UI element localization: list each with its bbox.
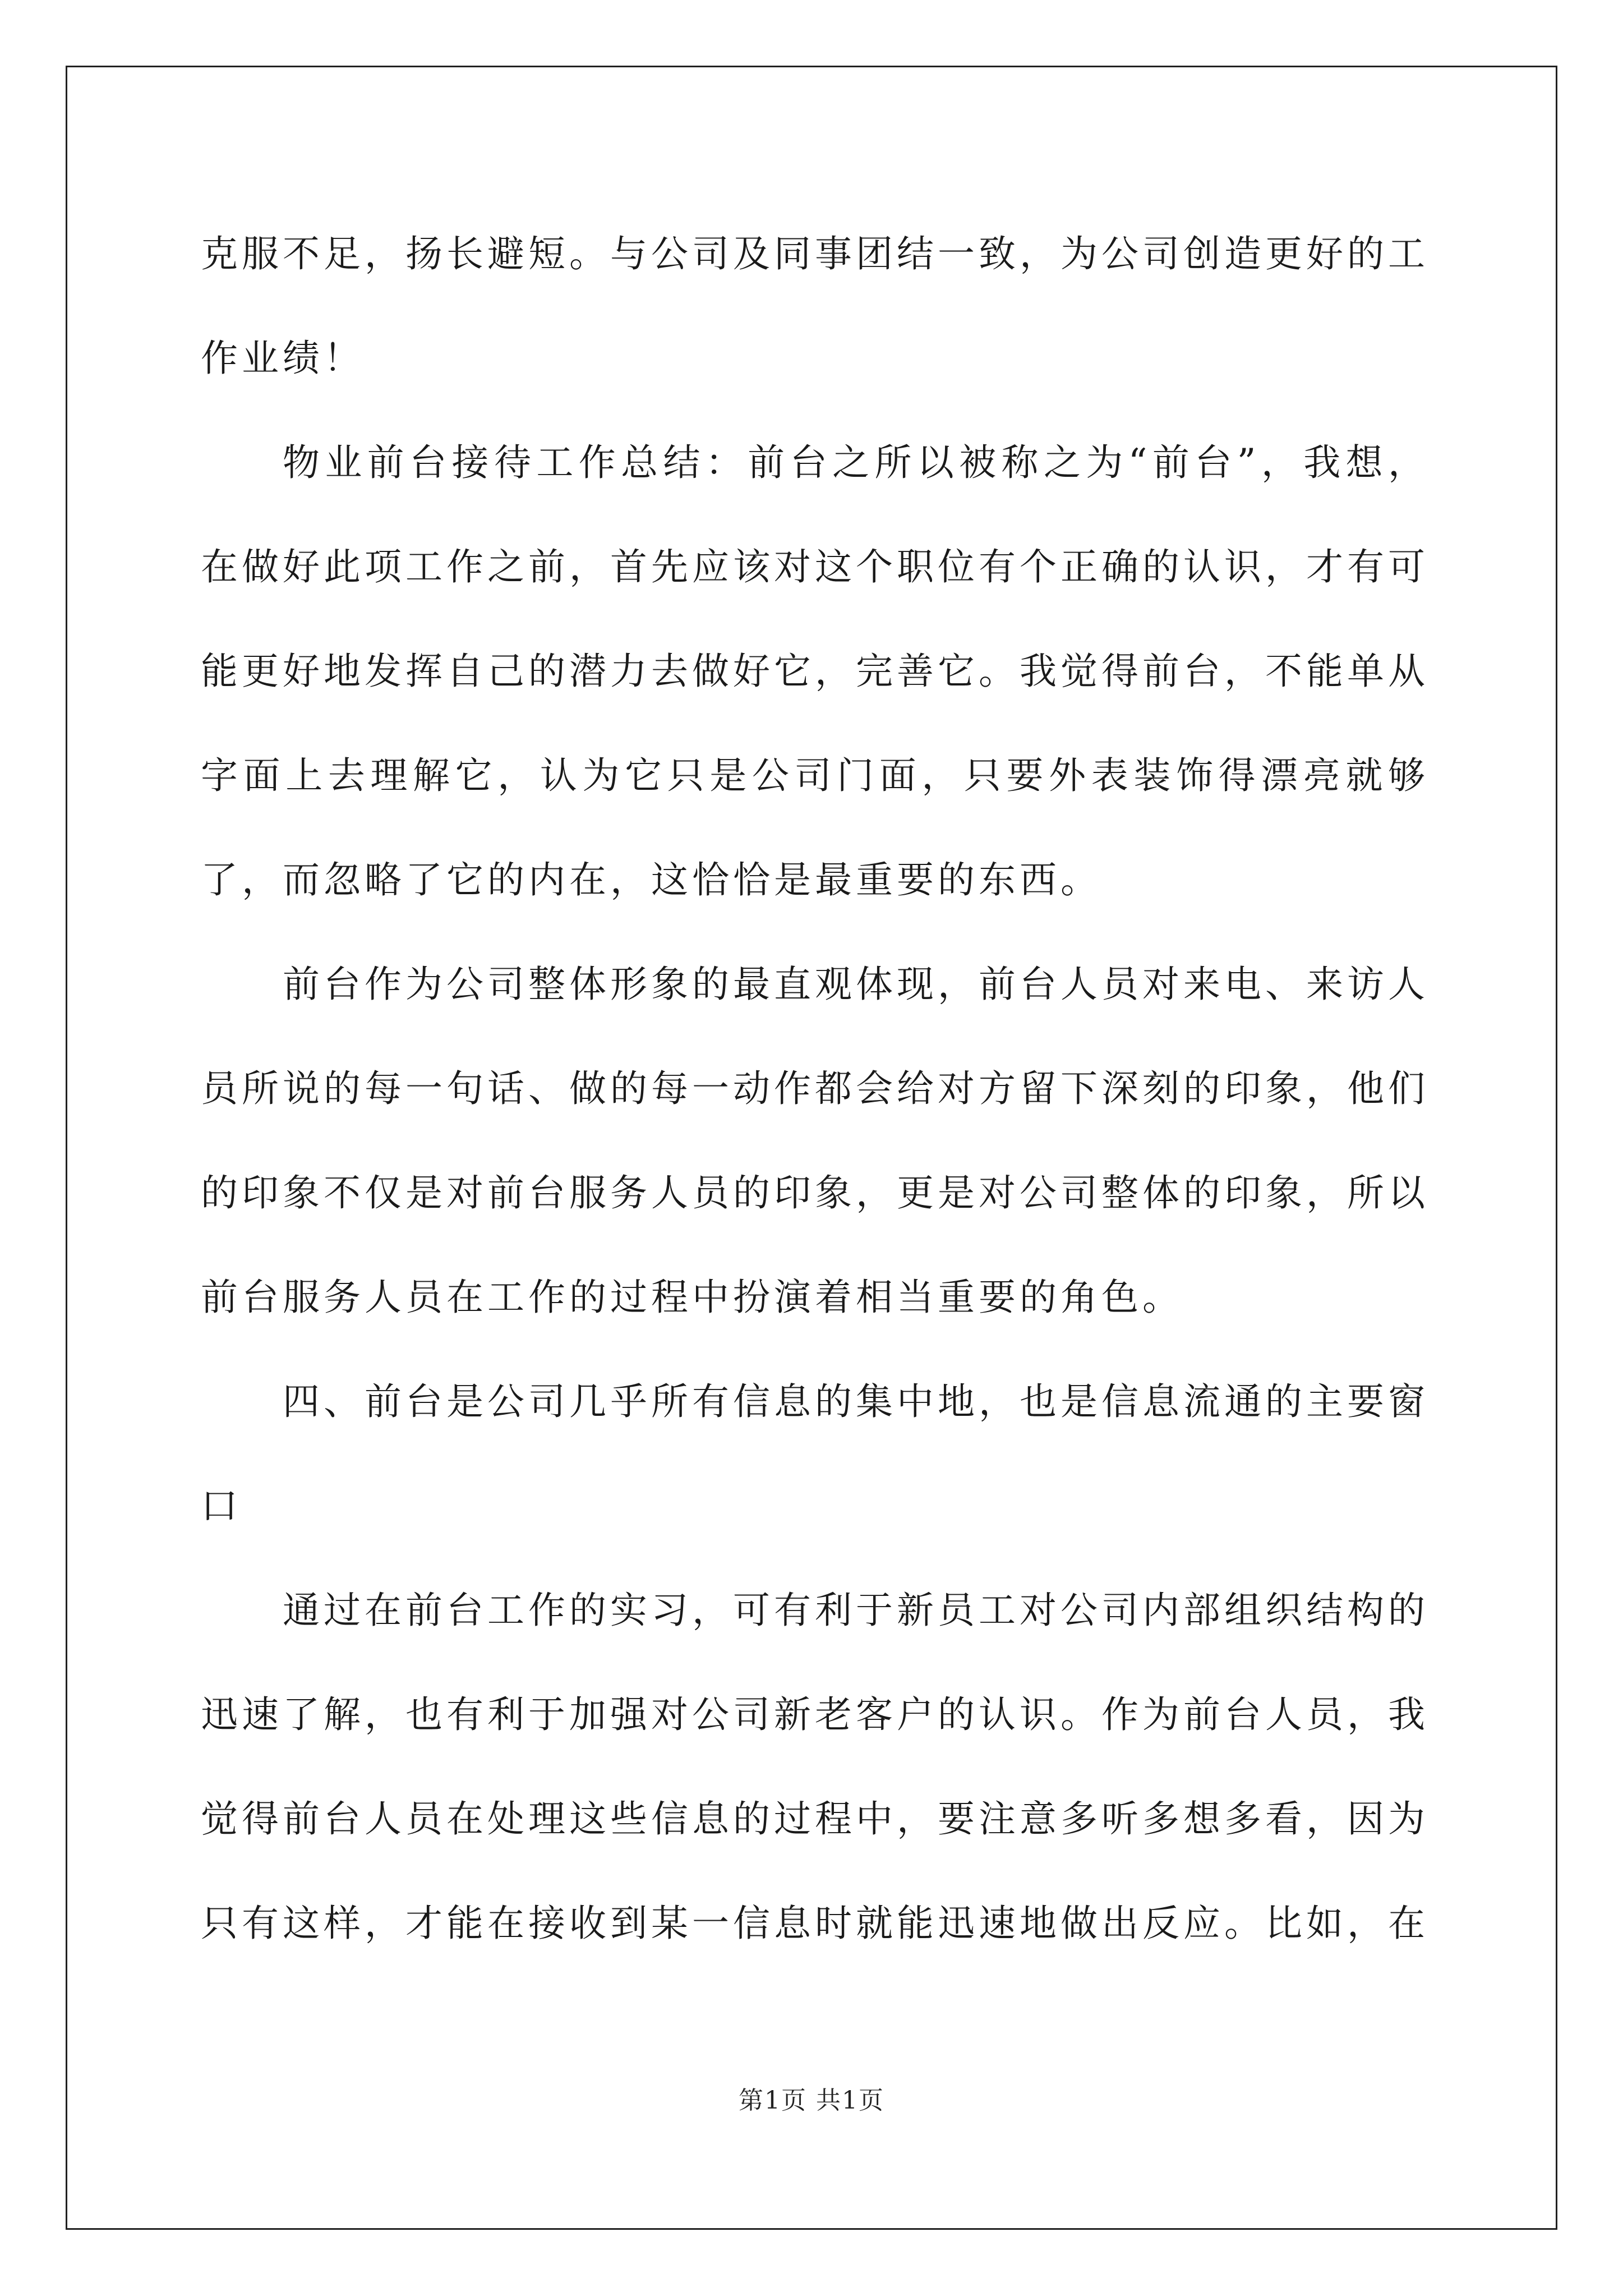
paragraph-3: 前台作为公司整体形象的最直观体现，前台人员对来电、来访人员所说的每一句话、做的每一动作都会给对方留下深刻的印象，他们的印象不仅是对前台服务人员的印象，更是对公司整体的印象，所以前台服务人员在工作的过程中扮演着相当重要的角色。 (201, 963, 1429, 1319)
page-footer: 第1页 共1页 (739, 2086, 884, 2115)
paragraph-5: 通过在前台工作的实习，可有利于新员工对公司内部组织结构的迅速了解，也有利于加强对公司新老客户的认识。作为前台人员，我觉得前台人员在处理这些信息的过程中，要注意多听多想多看，因为只有这样，才能在接收到某一信息时就能迅速地做出反应。比如，在 (201, 1589, 1429, 1945)
document-body (201, 202, 1429, 1976)
paragraph-2: 物业前台接待工作总结：前台之所以被称之为“前台”，我想，在做好此项工作之前，首先应该对这个职位有个正确的认识，才有可能更好地发挥自己的潜力去做好它，完善它。我觉得前台，不能单从字面上去理解它，认为它只是公司门面，只要外表装饰得漂亮就够了，而忽略了它的内在，这恰恰是最重要的东西。 (201, 441, 1429, 901)
paragraph-4: 四、前台是公司几乎所有信息的集中地，也是信息流通的主要窗口 (201, 1380, 1429, 1527)
paragraph-1: 克服不足，扬长避短。与公司及同事团结一致，为公司创造更好的工作业绩！ (201, 232, 1429, 380)
